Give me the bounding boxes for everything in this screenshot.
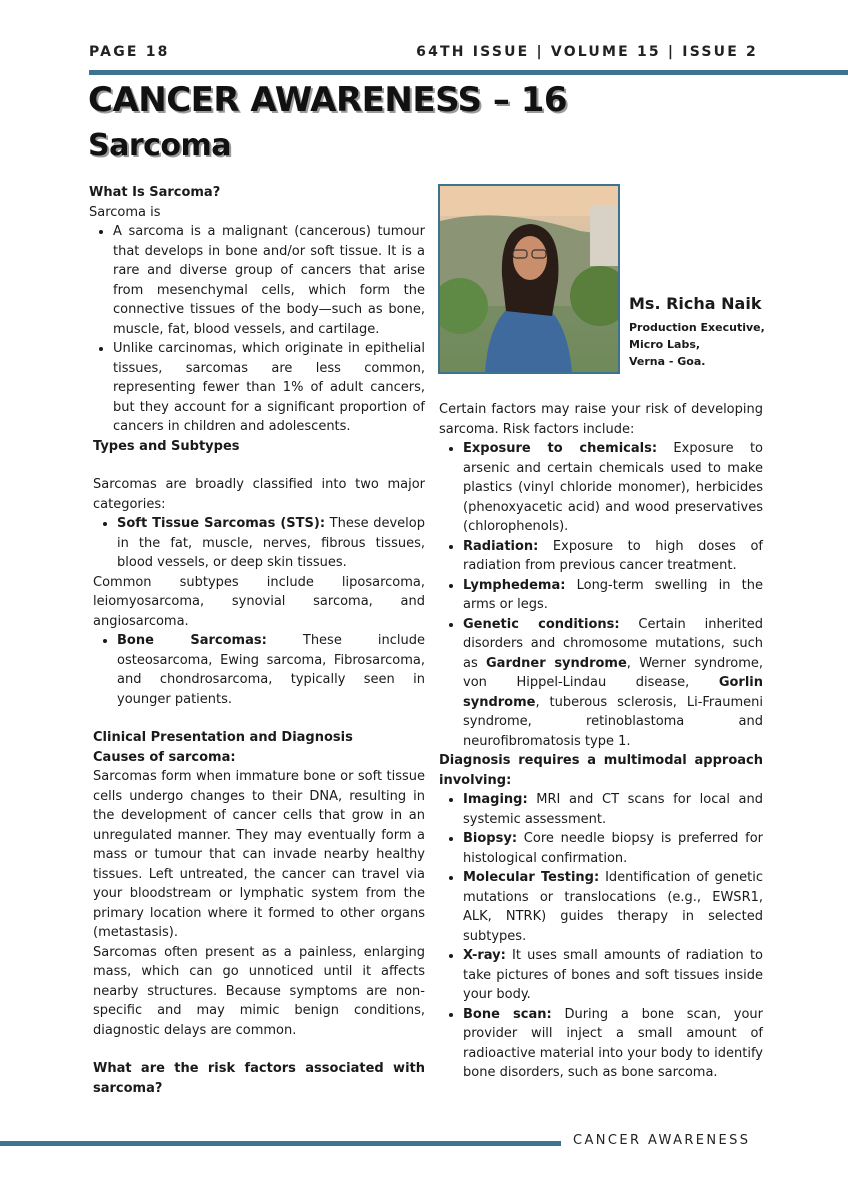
list-item: • Biopsy: Core needle biopsy is preferred for histological confirmation.	[463, 829, 763, 868]
list-item: • Radiation: Exposure to high doses of radiation from previous cancer treatment.	[463, 537, 763, 576]
author-location: Verna - Goa.	[629, 355, 706, 368]
footer-divider	[0, 1141, 561, 1146]
sts-list	[93, 514, 425, 573]
page-number: PAGE 18	[89, 44, 170, 60]
causes-text: Sarcomas form when immature bone or soft tissue cells undergo changes to their DNA, resulting in the development of cancer cells that grow in an unregulated manner. They may eventually form a mass or tumour that can invade nearby healthy tissues. Left untreated, the cancer can travel via your bloodstream or lymphatic system from the primary location where it formed to other organs (metastasis).	[93, 769, 425, 940]
what-intro: Sarcoma is	[89, 204, 161, 220]
footer-label: CANCER AWARENESS	[573, 1133, 751, 1148]
what-heading: What Is Sarcoma?	[89, 185, 221, 200]
risk-heading: What are the risk factors associated with sarcoma?	[93, 1061, 425, 1096]
bone-list	[93, 631, 425, 709]
risk-intro: Certain factors may raise your risk of developing sarcoma. Risk factors include:	[439, 402, 763, 437]
types-heading: Types and Subtypes	[93, 438, 240, 454]
list-item: • Unlike carcinomas, which originate in epithelial tissues, sarcomas are less common, representing fewer than 1% of adult cancers, but they account for a significant proportion of cancers in children and adolescents.	[113, 339, 425, 437]
page-title: CANCER AWARENESS – 16	[88, 80, 568, 120]
what-list	[89, 222, 425, 437]
author-role: Production Executive,	[629, 321, 765, 334]
list-item: • Exposure to chemicals: Exposure to arsenic and certain chemicals used to make plastics (vinyl chloride monomer), herbicides (phenoxyacetic acid) and wood preservatives (chlorophenols).	[463, 439, 763, 537]
risk-list	[439, 439, 763, 751]
author-info	[629, 294, 765, 370]
causes-heading: Causes of sarcoma:	[93, 749, 236, 765]
list-item: • Bone Sarcomas: These include osteosarcoma, Ewing sarcoma, Fibrosarcoma, and chondrosarcoma, typically seen in younger patients.	[117, 631, 425, 709]
clinical-heading: Clinical Presentation and Diagnosis	[93, 730, 353, 745]
diagnosis-heading: Diagnosis requires a multimodal approach involving:	[439, 753, 763, 788]
diagnosis-list	[439, 790, 763, 1083]
list-item: • Genetic conditions: Certain inherited disorders and chromosome mutations, such as Gardner syndrome, Werner syndrome, von Hippel-Lindau disease, Gorlin syndrome, tuberous sclerosis, Li-Fraumeni syndrome, retinoblastoma and neurofibromatosis type 1.	[463, 615, 763, 752]
list-item: • Soft Tissue Sarcomas (STS): These develop in the fat, muscle, nerves, fibrous tissues, blood vessels, or deep skin tissues.	[117, 514, 425, 573]
list-item: • Imaging: MRI and CT scans for local and systemic assessment.	[463, 790, 763, 829]
list-item: • X-ray: It uses small amounts of radiation to take pictures of bones and soft tissues inside your body.	[463, 946, 763, 1005]
author-photo	[438, 184, 620, 374]
list-item: • Lymphedema: Long-term swelling in the arms or legs.	[463, 576, 763, 615]
author-name: Ms. Richa Naik	[629, 294, 762, 313]
right-column	[439, 400, 763, 1083]
presentation-text: Sarcomas often present as a painless, enlarging mass, which can go unnoticed until it affects nearby structures. Because symptoms are non-specific and may mimic benign conditions, diagnostic delays are common.	[93, 944, 425, 1038]
types-intro: Sarcomas are broadly classified into two major categories:	[93, 477, 425, 512]
subtypes-text: Common subtypes include liposarcoma, leiomyosarcoma, synovial sarcoma, and angiosarcoma.	[93, 574, 425, 629]
list-item: • Bone scan: During a bone scan, your provider will inject a small amount of radioactive material into your body to identify bone disorders, such as bone sarcoma.	[463, 1005, 763, 1083]
left-column	[89, 183, 425, 1098]
issue-info: 64TH ISSUE | VOLUME 15 | ISSUE 2	[416, 44, 758, 60]
list-item: • Molecular Testing: Identification of genetic mutations or translocations (e.g., EWSR1, ALK, NTRK) guides therapy in selected subtypes.	[463, 868, 763, 946]
header-divider	[89, 70, 848, 75]
author-company: Micro Labs,	[629, 338, 701, 351]
list-item: • A sarcoma is a malignant (cancerous) tumour that develops in bone and/or soft tissue. It is a rare and diverse group of cancers that arise from mesenchymal cells, which form the connective tissues of the body—such as bone, muscle, fat, blood vessels, and cartilage.	[113, 222, 425, 339]
page-subtitle: Sarcoma	[88, 128, 232, 163]
